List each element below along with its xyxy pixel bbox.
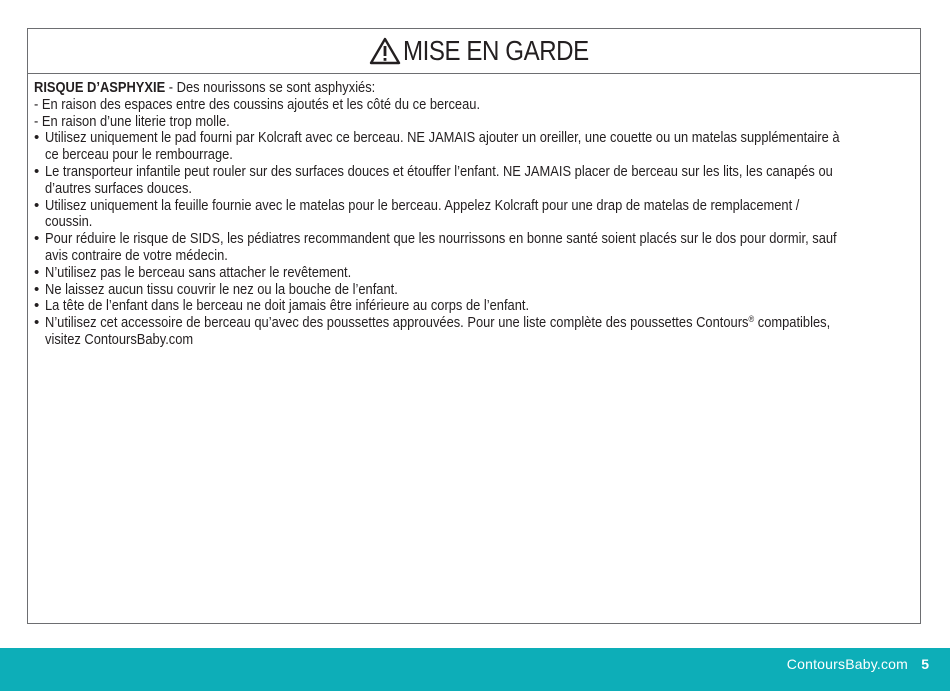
warning-header xyxy=(28,29,920,74)
bullet-dot: • xyxy=(34,162,40,180)
list-item-text: Ne laissez aucun tissu couvrir le nez ou la bouche de l’enfant. xyxy=(45,280,398,298)
list-item-text: Pour réduire le risque de SIDS, les pédiatres recommandent que les nourrissons en bonne santé soient placés sur le dos pour dormir, sauf xyxy=(45,230,837,248)
dash-line: - En raison des espaces entre des coussins ajoutés et les côté du ce berceau. xyxy=(34,95,481,113)
warning-box xyxy=(27,28,921,624)
list-item-text: Utilisez uniquement la feuille fournie avec le matelas pour le berceau. Appelez Kolcraft pour une drap de matelas de remplacement / xyxy=(45,196,800,214)
list-item-text: Le transporteur infantile peut rouler sur des surfaces douces et étouffer l’enfant. NE JAMAIS placer de berceau sur les lits, les canapés ou xyxy=(45,162,833,180)
dash-line: - En raison d’une literie trop molle. xyxy=(34,112,230,130)
list-item xyxy=(34,198,912,232)
list-item xyxy=(34,164,912,198)
list-item-text: visitez ContoursBaby.com xyxy=(45,330,194,348)
list-item-text: La tête de l’enfant dans le berceau ne doit jamais être inférieure au corps de l’enfant. xyxy=(45,297,530,315)
list-item-text: avis contraire de votre médecin. xyxy=(45,246,228,264)
risk-intro: - Des nourissons se sont asphyxiés: xyxy=(165,79,376,96)
warning-body xyxy=(28,74,920,349)
page-number: 5 xyxy=(921,656,929,672)
bullet-list xyxy=(34,130,912,315)
list-item-text: Utilisez uniquement le pad fourni par Kolcraft avec ce berceau. NE JAMAIS ajouter un oreiller, une couette ou un matelas supplémentaire à xyxy=(45,129,840,147)
bullet-dot: • xyxy=(34,280,40,298)
list-item xyxy=(34,315,912,349)
list-item xyxy=(34,298,912,315)
list-item-text: ce berceau pour le rembourrage. xyxy=(45,146,233,164)
risk-heading: RISQUE D’ASPHYXIE xyxy=(34,79,166,96)
bullet-dot: • xyxy=(34,297,40,315)
bullet-dot: • xyxy=(34,129,40,147)
list-item xyxy=(34,265,912,282)
list-item-text: coussin. xyxy=(45,213,93,231)
list-item-text: d’autres surfaces douces. xyxy=(45,179,193,197)
list-item xyxy=(34,130,912,164)
warning-title: MISE EN GARDE xyxy=(403,35,589,66)
footer-site: ContoursBaby.com xyxy=(786,656,908,672)
list-item xyxy=(34,231,912,265)
bullet-dot: • xyxy=(34,196,40,214)
warning-triangle-icon xyxy=(369,37,401,65)
bullet-dot: • xyxy=(34,263,40,281)
list-item xyxy=(34,282,912,299)
bullet-dot: • xyxy=(34,230,40,248)
list-item-text: N’utilisez cet accessoire de berceau qu’avec des poussettes approuvées. Pour une liste complète des poussettes Contours® compatibles, xyxy=(45,314,831,332)
list-item-text: N’utilisez pas le berceau sans attacher le revêtement. xyxy=(45,263,352,281)
registered-mark: ® xyxy=(748,314,755,325)
lead-line xyxy=(34,80,912,97)
bullet-dot: • xyxy=(34,314,40,332)
dash-list xyxy=(34,97,912,131)
footer-band xyxy=(0,648,950,691)
